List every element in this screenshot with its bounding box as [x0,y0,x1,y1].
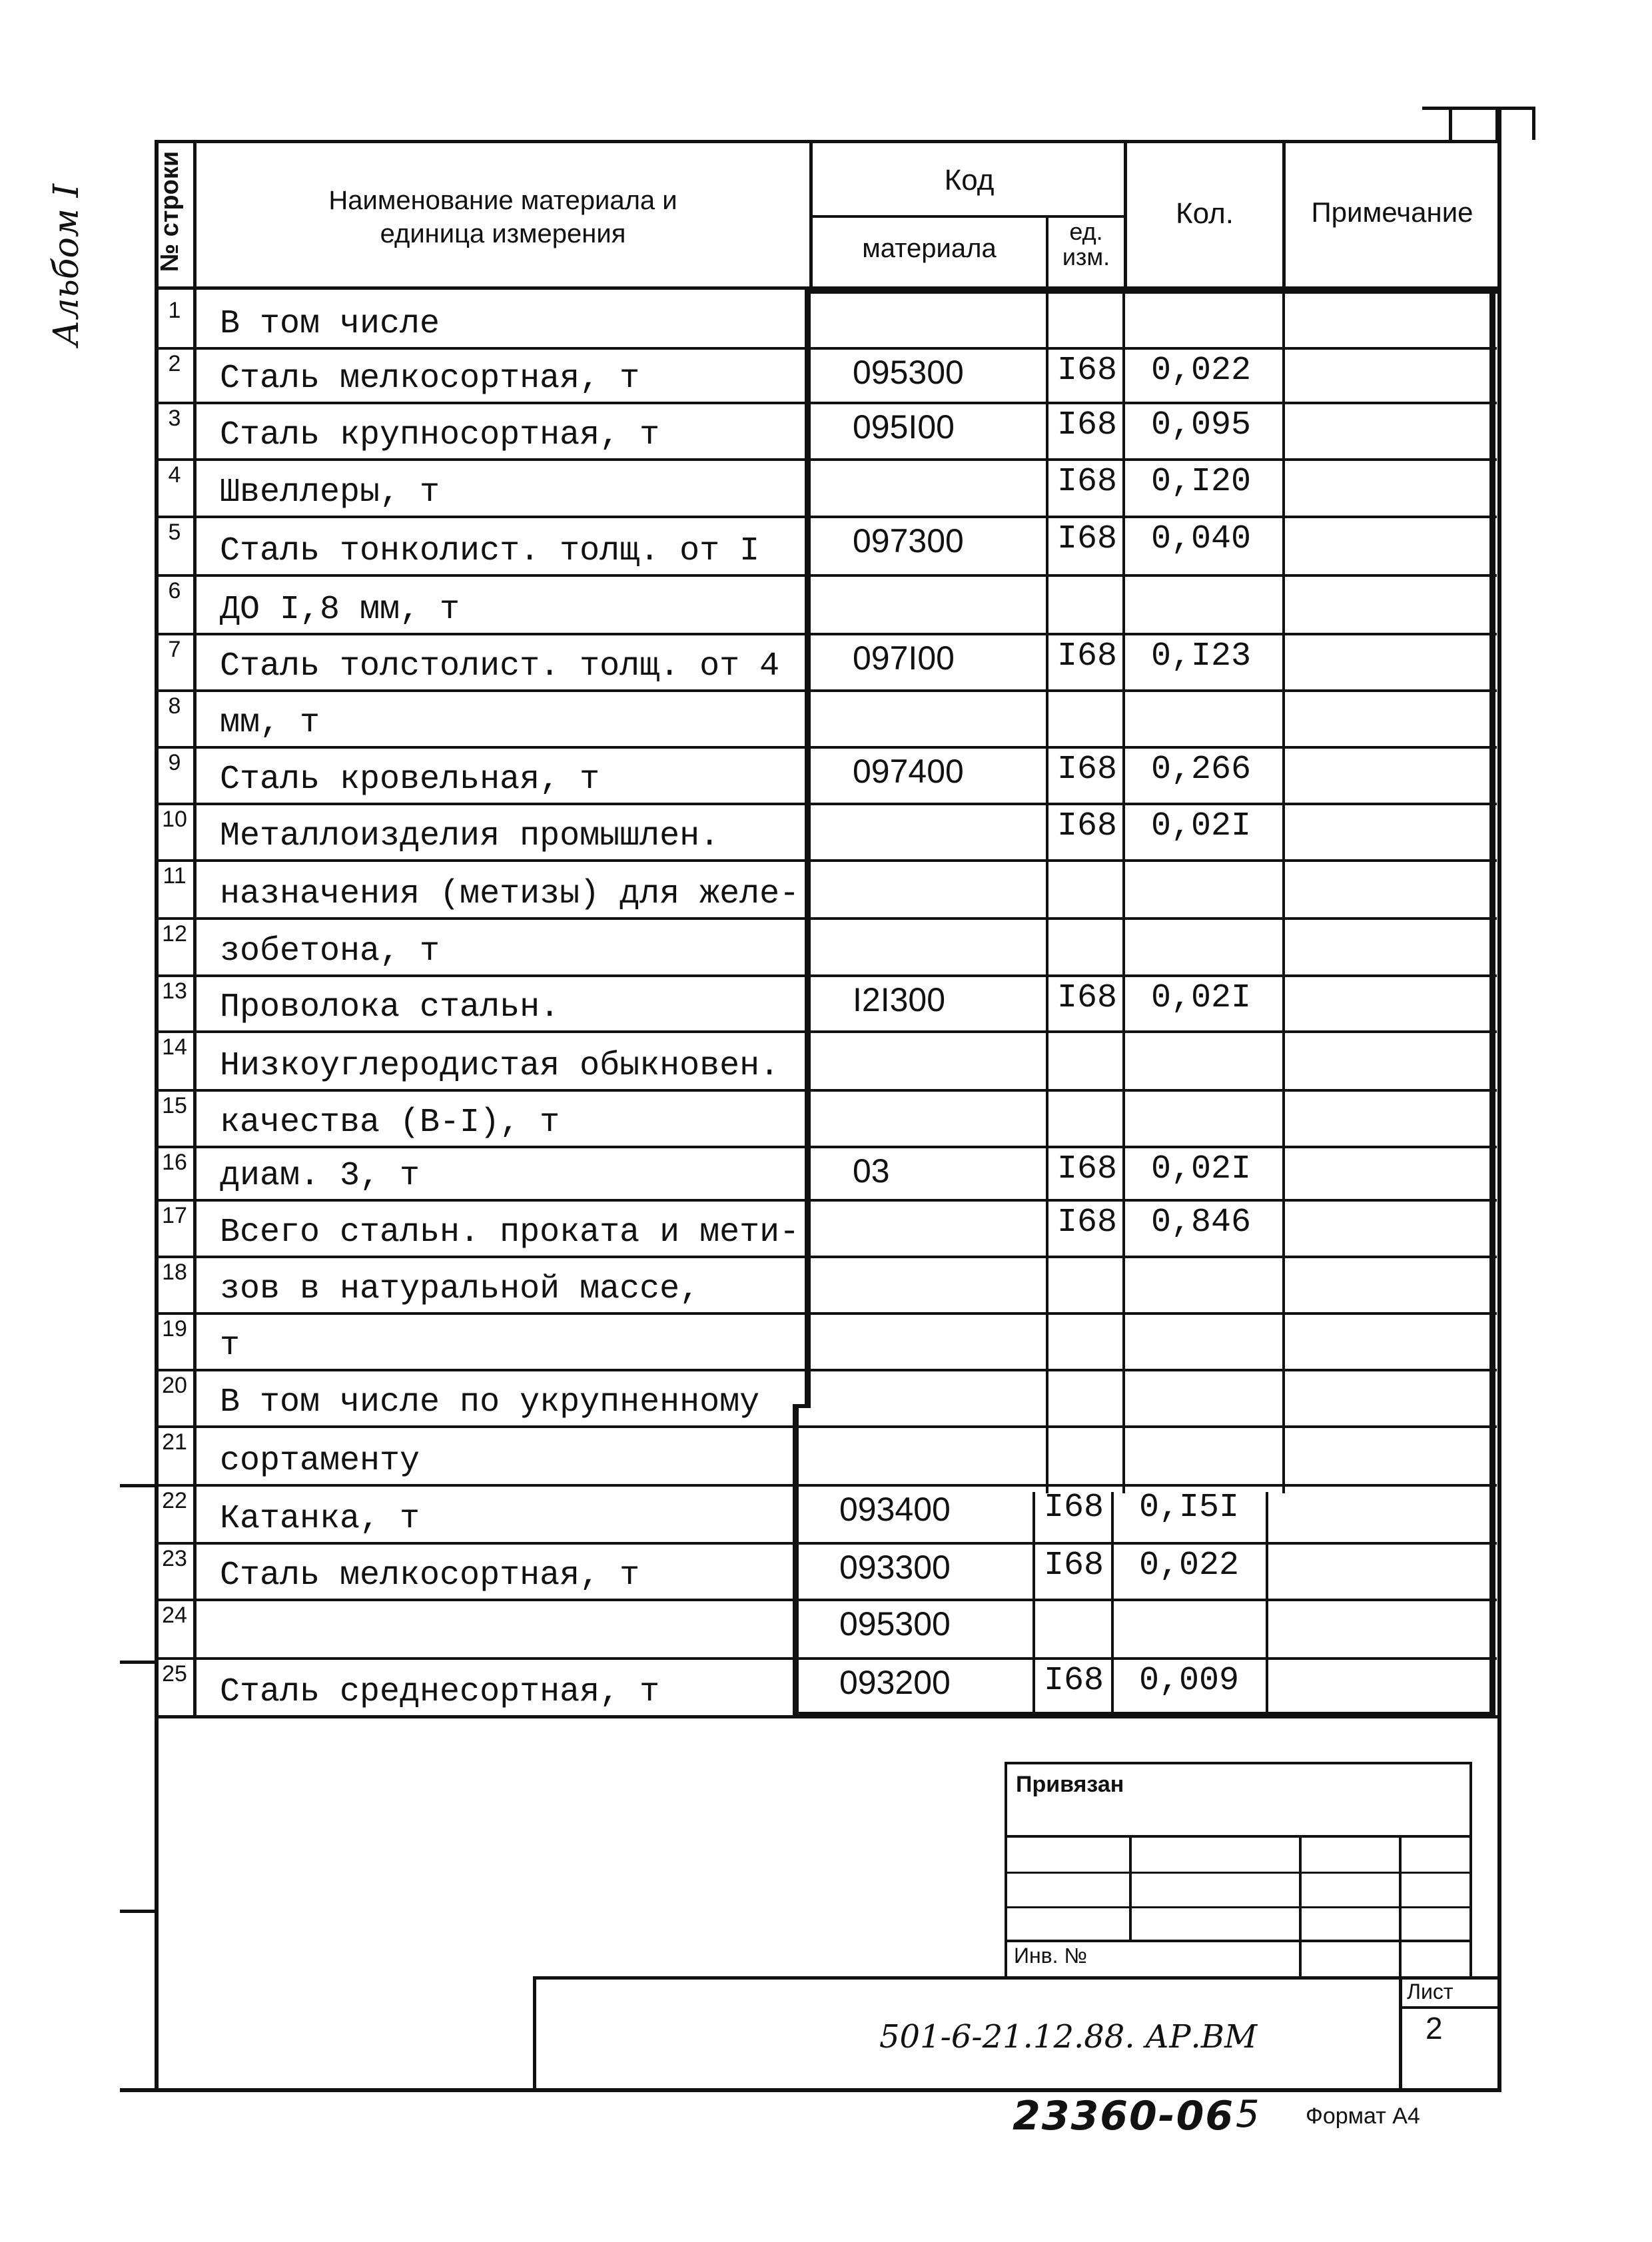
title-block-top [533,1976,1499,1980]
material-code: 097I00 [853,639,955,677]
row-number: 3 [168,406,181,431]
unit-code: I68 [1044,1547,1104,1585]
header-unit-line2: изм. [1062,243,1110,270]
row-number: 6 [168,578,181,603]
material-code: 095I00 [853,408,955,446]
row-number: 16 [162,1150,187,1175]
stamp-line-3 [1006,1906,1472,1908]
material-name: Проволока стальн. [220,988,560,1026]
frame-top-strip-tick [1449,107,1452,140]
row-number: 4 [168,462,181,488]
header-material-code: материала [862,234,997,263]
album-margin-label: Альбом I [47,183,87,346]
body-vline-qty-lower [1111,1492,1114,1715]
material-name: диам. 3, т [220,1157,420,1195]
row-divider [155,347,1497,350]
row-number: 14 [162,1034,187,1060]
body-thick-left-upper [805,288,811,1407]
sheet-label: Лист [1407,1980,1453,2004]
material-name: зов в натуральной массе, [220,1270,700,1308]
material-name: Сталь мелкосортная, т [220,1557,640,1595]
material-code: 093200 [839,1664,951,1701]
stamp-line-4 [1006,1940,1472,1942]
row-divider [155,974,1497,977]
row-divider [155,803,1497,805]
material-name: качества (В-I), т [220,1104,560,1142]
unit-code: I68 [1044,1489,1104,1527]
quantity-value: 0,095 [1151,406,1252,444]
header-top-line [155,140,1500,143]
stamp-inventory-number: Инв. № [1014,1944,1087,1968]
frame-bottom-border [120,2088,1501,2092]
body-thick-top [806,288,1499,294]
stamp-box-right [1469,1762,1472,1978]
header-vline-rowno [193,140,197,1715]
row-number: 17 [162,1203,187,1228]
row-number: 15 [162,1093,187,1118]
row-divider [155,1312,1497,1315]
row-divider [155,746,1497,749]
row-number: 7 [168,637,181,662]
material-code: 03 [853,1152,890,1190]
unit-code: I68 [1057,751,1118,789]
title-sheet-vline [1399,1976,1402,2091]
archive-number: 23360-06 [1013,2093,1235,2139]
row-number: 5 [168,520,181,545]
quantity-value: 0,I23 [1151,637,1252,675]
row-divider [155,1425,1497,1428]
frame-top-strip [1422,107,1535,110]
row-number: 19 [162,1316,187,1341]
quantity-value: 0,846 [1151,1204,1252,1242]
unit-code: I68 [1044,1662,1104,1700]
header-name-line2: единица измерения [380,219,626,248]
material-name: Катанка, т [220,1500,420,1538]
archive-subnumber: 5 [1236,2093,1260,2136]
quantity-value: 0,022 [1151,352,1252,390]
frame-left-border [155,140,159,2091]
row-number: 2 [168,351,181,376]
row-number: 18 [162,1260,187,1285]
row-divider [155,458,1497,461]
body-vline-note-lower [1266,1492,1268,1715]
row-divider [155,516,1497,518]
row-divider [155,1657,1497,1660]
material-name: сортаменту [220,1442,420,1480]
row-number: 11 [163,863,187,889]
row-number: 1 [168,298,181,323]
unit-code: I68 [1057,637,1118,675]
body-thick-step [793,1404,811,1408]
frame-top-strip-right [1532,107,1535,140]
body-bottom-full [155,1715,1500,1718]
stamp-box-left [1005,1762,1007,1978]
quantity-value: 0,02I [1151,1150,1252,1188]
stamp-box-top [1006,1762,1472,1764]
header-name-line1: Наименование материала и [328,186,677,215]
material-code: 097400 [853,753,964,790]
unit-code: I68 [1057,1150,1118,1188]
material-code: 097300 [853,522,964,560]
header-unit-line1: ед. [1069,218,1103,245]
unit-code: I68 [1057,352,1118,390]
material-code: I2I300 [853,981,946,1018]
material-name: зобетона, т [220,933,440,970]
stamp-vline-1 [1129,1835,1132,1942]
row-number: 20 [162,1373,187,1398]
quantity-value: 0,040 [1151,520,1252,558]
material-name: Сталь мелкосортная, т [220,360,640,398]
material-name: назначения (метизы) для желе- [220,875,800,913]
stamp-vline-2 [1299,1835,1302,1978]
row-number: 10 [162,807,187,832]
unit-code: I68 [1057,807,1118,845]
title-block-left [533,1976,536,2091]
row-divider [155,1599,1497,1601]
paper-format: Формат А4 [1306,2103,1420,2129]
row-divider [155,1369,1497,1371]
material-code: 095300 [853,354,964,391]
material-code: 095300 [839,1605,951,1643]
material-name: Сталь среднесортная, т [220,1673,660,1711]
row-number: 12 [162,921,187,946]
row-divider [155,402,1497,404]
material-name: т [220,1327,240,1365]
quantity-value: 0,266 [1151,751,1252,789]
material-name: Сталь кровельная, т [220,761,600,799]
row-number: 13 [162,978,187,1004]
row-number: 21 [162,1429,187,1455]
material-name: В том числе по укрупненному [220,1383,760,1421]
quantity-value: 0,I5I [1139,1489,1240,1527]
header-row-number: № строки [156,151,184,272]
row-number: 24 [162,1603,187,1628]
material-name: мм, т [220,704,320,742]
sheet-number: 2 [1426,2011,1443,2046]
frame-right-border [1497,107,1501,2091]
row-divider [155,917,1497,920]
material-code: 093300 [839,1549,951,1586]
body-vline-unit-lower [1032,1492,1035,1715]
stamp-line-1 [1006,1835,1472,1838]
binding-tick-2 [120,1661,159,1664]
unit-code: I68 [1057,406,1118,444]
row-divider [155,1146,1497,1148]
frame-top-strip-tick2 [1495,107,1499,140]
stamp-line-2 [1006,1872,1472,1874]
material-name: ДО I,8 мм, т [220,591,460,629]
quantity-value: 0,02I [1151,807,1252,845]
material-code: 093400 [839,1491,951,1528]
stamp-vline-3 [1399,1835,1402,1978]
row-divider [155,1484,1497,1487]
body-thick-right [1489,288,1495,1716]
material-name: Металлоизделия промышлен. [220,817,720,855]
row-number: 9 [168,750,181,775]
title-sheet-hline [1399,2006,1499,2009]
row-divider [155,1199,1497,1202]
row-number: 23 [162,1546,187,1571]
binding-tick-1 [120,1484,159,1487]
body-thick-left-lower [793,1405,799,1715]
row-divider [155,1256,1497,1258]
row-divider [155,689,1497,692]
material-name: В том числе [220,305,440,343]
quantity-value: 0,02I [1151,979,1252,1017]
quantity-value: 0,022 [1139,1547,1240,1585]
row-number: 25 [162,1661,187,1686]
material-name: Сталь толстолист. толщ. от 4 [220,647,780,685]
row-divider [155,1089,1497,1092]
unit-code: I68 [1057,463,1118,501]
material-name: Сталь крупносортная, т [220,416,660,454]
document-code: 501-6-21.12.88. АР.ВМ [879,2018,1258,2055]
binding-tick-3 [120,1910,159,1913]
quantity-value: 0,I20 [1151,463,1252,501]
header-note: Примечание [1311,196,1473,228]
material-name: Всего стальн. проката и мети- [220,1214,800,1252]
row-number: 8 [168,693,181,719]
row-number: 22 [162,1488,187,1513]
material-name: Низкоуглеродистая обыкновен. [220,1047,780,1085]
stamp-privyazan: Привязан [1016,1772,1124,1797]
row-divider [155,574,1497,577]
row-divider [155,1030,1497,1033]
unit-code: I68 [1057,520,1118,558]
material-name: Швеллеры, т [220,474,440,512]
header-code: Код [944,164,995,196]
material-name: Сталь тонколист. толщ. от I [220,532,760,570]
unit-code: I68 [1057,979,1118,1017]
header-quantity: Кол. [1175,197,1234,230]
quantity-value: 0,009 [1139,1662,1240,1700]
unit-code: I68 [1057,1204,1118,1242]
row-divider [155,859,1497,862]
row-divider [155,1542,1497,1545]
row-divider [155,633,1497,635]
